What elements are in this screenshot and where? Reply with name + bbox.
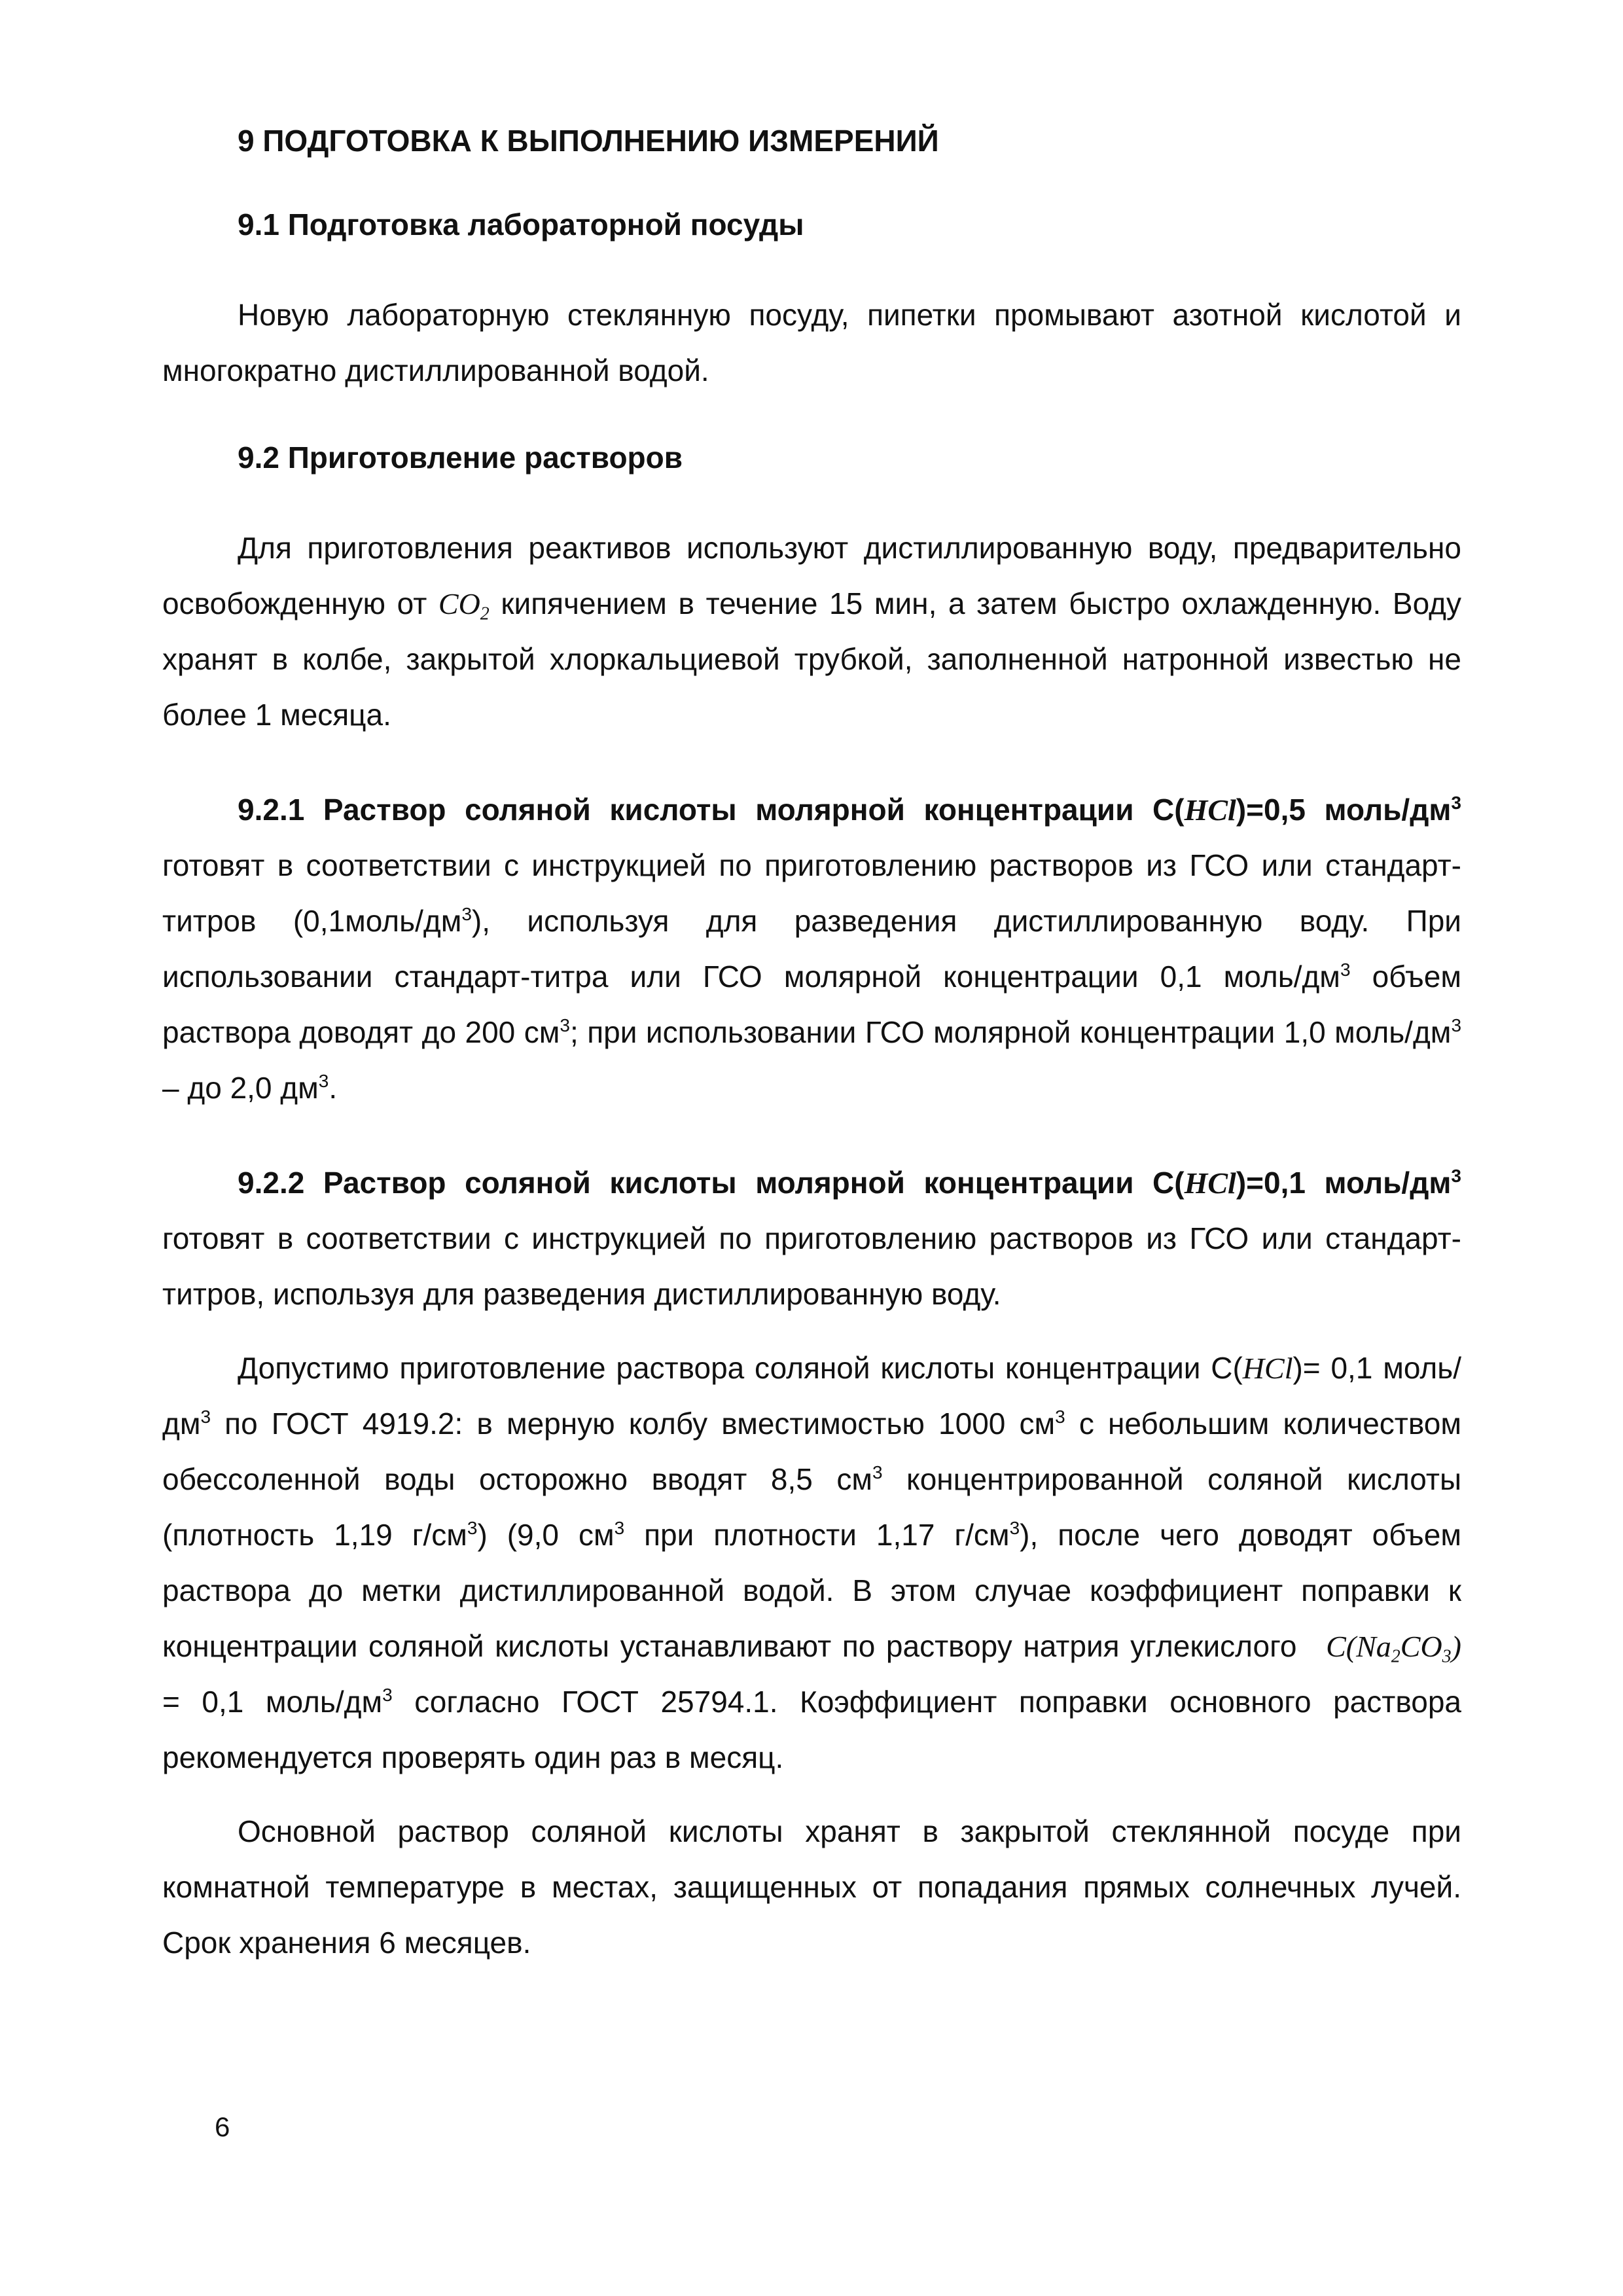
na2co3-formula [1326,1630,1461,1667]
formula-co-subscript: 3 [1442,1646,1452,1667]
alt-text-4: с небольшим количеством обессоленной воды осторожно вводят 8,5 см [162,1407,1461,1496]
superscript-3: 3 [560,1015,570,1036]
heading-9-2-1 [238,793,1461,827]
text-9-2-1-c: объем раствора доводят до 200 см [162,960,1461,1049]
heading-9-2-2 [238,1166,1461,1200]
superscript-3: 3 [467,1518,478,1539]
alt-text-5: концентрированной соляной кислоты (плотность 1,19 г/см [162,1462,1461,1552]
text-9-2-1-f: . [329,1071,338,1105]
paragraph-9-2-2 [162,1155,1461,1322]
hcl-formula: HCl [1184,793,1236,827]
alt-text-6: ) (9,0 см [477,1518,615,1552]
alt-text-1: Допустимо приготовление раствора соляной кислоты концентрации C( [238,1351,1243,1385]
formula-na: Na [1356,1630,1391,1663]
paragraph-alternative-preparation [162,1340,1461,1785]
paragraph-9-2 [162,520,1461,743]
formula-c: C( [1326,1630,1357,1663]
paragraph-storage: Основной раствор соляной кислоты хранят в закрытой стеклянной посуде при комнатной температуре в местах, защищенных от попадания прямых солнечных лучей. Срок хранения 6 месяцев. [162,1814,1461,1960]
text-9-2-2: готовят в соответствии с инструкцией по приготовлению растворов из ГСО или стандарт-титров, используя для разведения дистиллированную воду. [162,1221,1461,1311]
superscript-3: 3 [200,1407,211,1427]
formula-close: ) [1451,1630,1461,1663]
heading-9-2-2-a: 9.2.2 Раствор соляной кислоты молярной концентрации C( [238,1166,1185,1200]
text-9-2-1-b: ), используя для разведения дистиллированную воду. При использовании стандарт-титра или ГСО молярной концентрации 0,1 моль/дм [162,904,1462,994]
text-9-2-1-e: – до 2,0 дм [162,1071,319,1105]
heading-9-2-1-a: 9.2.1 Раствор соляной кислоты молярной концентрации C( [238,793,1185,827]
superscript-3: 3 [614,1518,625,1539]
formula-na-subscript: 2 [1391,1646,1400,1667]
paragraph-9-2-1 [162,782,1461,1116]
alt-text-10: согласно ГОСТ 25794.1. Коэффициент поправки основного раствора рекомендуется проверять один раз в месяц. [162,1685,1462,1774]
alt-text-2: )= 0,1 моль/дм [162,1351,1461,1441]
formula-co: CO [1400,1630,1442,1663]
co2-subscript: 2 [480,603,490,624]
subsection-9-2-title: 9.2 Приготовление растворов [238,440,683,475]
superscript-3: 3 [1009,1518,1020,1539]
paragraph-9-2-part-a: Для приготовления реактивов используют дистиллированную воду, предварительно освобожденную от [162,531,1461,620]
superscript-3: 3 [872,1462,883,1483]
superscript-3: 3 [461,904,472,925]
superscript-3: 3 [1451,1015,1462,1036]
alt-text-9: = 0,1 моль/дм [162,1685,383,1719]
page-number: 6 [215,2111,230,2142]
co2-formula [438,587,490,624]
alt-text-3: по ГОСТ 4919.2: в мерную колбу вместимостью 1000 см [224,1407,1056,1441]
paragraph-9-1: Новую лабораторную стеклянную посуду, пипетки промывают азотной кислотой и многократно дистиллированной водой. [162,298,1461,387]
superscript-3: 3 [1451,1166,1461,1187]
superscript-3: 3 [1055,1407,1065,1427]
section-title: 9 ПОДГОТОВКА К ВЫПОЛНЕНИЮ ИЗМЕРЕНИЙ [238,124,939,158]
superscript-3: 3 [1340,960,1351,980]
text-9-2-1-a: готовят в соответствии с инструкцией по приготовлению растворов из ГСО или стандарт-титров (0,1моль/дм [162,848,1461,938]
alt-text-8: ), после чего доводят объем раствора до метки дистиллированной водой. В этом случае коэффициент поправки к концентрации соляной кислоты устанавливают по раствору натрия углекислого [162,1518,1461,1663]
hcl-formula: HCl [1242,1352,1293,1385]
text-9-2-1-d: ; при использовании ГСО молярной концентрации 1,0 моль/дм [569,1015,1452,1049]
co2-base: CO [438,587,480,620]
heading-9-2-1-b: )=0,5 моль/дм [1236,793,1452,827]
paragraph-9-2-part-b: кипячением в течение 15 мин, а затем быстро охлажденную. Воду хранят в колбе, закрытой хлоркальциевой трубкой, заполненной натронной известью не более 1 месяца. [162,586,1461,732]
alt-text-7: при плотности 1,17 г/см [644,1518,1010,1552]
page-content [162,121,1461,1971]
heading-9-2-2-b: )=0,1 моль/дм [1236,1166,1452,1200]
superscript-3: 3 [318,1071,329,1092]
superscript-3: 3 [1451,793,1461,814]
subsection-9-1-title: 9.1 Подготовка лабораторной посуды [238,207,804,242]
hcl-formula: HCl [1184,1166,1236,1200]
superscript-3: 3 [382,1685,393,1706]
